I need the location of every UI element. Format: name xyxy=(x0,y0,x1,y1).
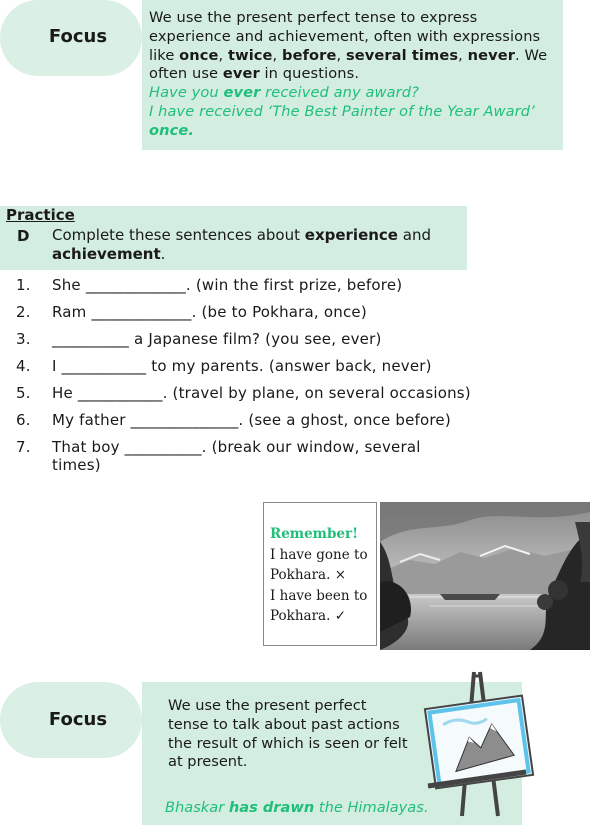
practice-title: Practice xyxy=(6,206,75,224)
item-number: 1. xyxy=(16,276,31,294)
focus-label: Focus xyxy=(48,709,108,730)
easel-icon xyxy=(418,668,536,818)
item-number: 7. xyxy=(16,438,31,456)
remember-line xyxy=(270,565,380,586)
item-number: 3. xyxy=(16,330,31,348)
item-text: My father ______________. (see a ghost, once before) xyxy=(52,411,451,429)
exercise-letter: D xyxy=(17,227,30,245)
item-text: That boy __________. (break our window, several times) xyxy=(52,438,421,474)
remember-line-text: Pokhara. xyxy=(270,567,331,583)
remember-line xyxy=(270,606,380,627)
focus-example-2: I have received ‘The Best Painter of the Year Award’ once. xyxy=(149,102,535,139)
item-text: __________ a Japanese film? (you see, ever) xyxy=(52,330,382,348)
remember-line: I have gone to xyxy=(270,546,368,563)
focus-example: Bhaskar has drawn the Himalayas. xyxy=(165,799,429,816)
remember-note xyxy=(270,524,380,627)
item-number: 5. xyxy=(16,384,31,402)
check-icon: ✓ xyxy=(334,608,346,624)
lake-mountain-photo xyxy=(380,502,590,650)
item-text: She _____________. (win the first prize, before) xyxy=(52,276,403,294)
remember-line-text: Pokhara. xyxy=(270,608,331,624)
focus-label: Focus xyxy=(48,26,108,47)
remember-line: I have been to xyxy=(270,587,368,604)
item-text: He ___________. (travel by plane, on several occasions) xyxy=(52,384,471,402)
item-number: 4. xyxy=(16,357,31,375)
item-text: Ram _____________. (be to Pokhara, once) xyxy=(52,303,367,321)
lake-mountain-image xyxy=(380,502,590,650)
remember-title: Remember! xyxy=(270,526,359,542)
cross-icon: × xyxy=(334,567,346,583)
item-number: 2. xyxy=(16,303,31,321)
exercise-instruction: Complete these sentences about experience and achievement. xyxy=(52,226,431,263)
item-number: 6. xyxy=(16,411,31,429)
focus-rule-text: We use the present perfect tense to express experience and achievement, often with expressions like once, twice, before, several times, never. We often use ever in questions. xyxy=(149,9,548,83)
easel-painting-icon xyxy=(418,668,536,818)
focus-explanation: We use the present perfect tense to talk about past actions the result of which is seen or felt at present. xyxy=(168,697,408,771)
item-text: I ___________ to my parents. (answer back, never) xyxy=(52,357,432,375)
focus-explanation xyxy=(149,9,554,141)
focus-example-1: Have you ever received any award? xyxy=(149,84,419,102)
